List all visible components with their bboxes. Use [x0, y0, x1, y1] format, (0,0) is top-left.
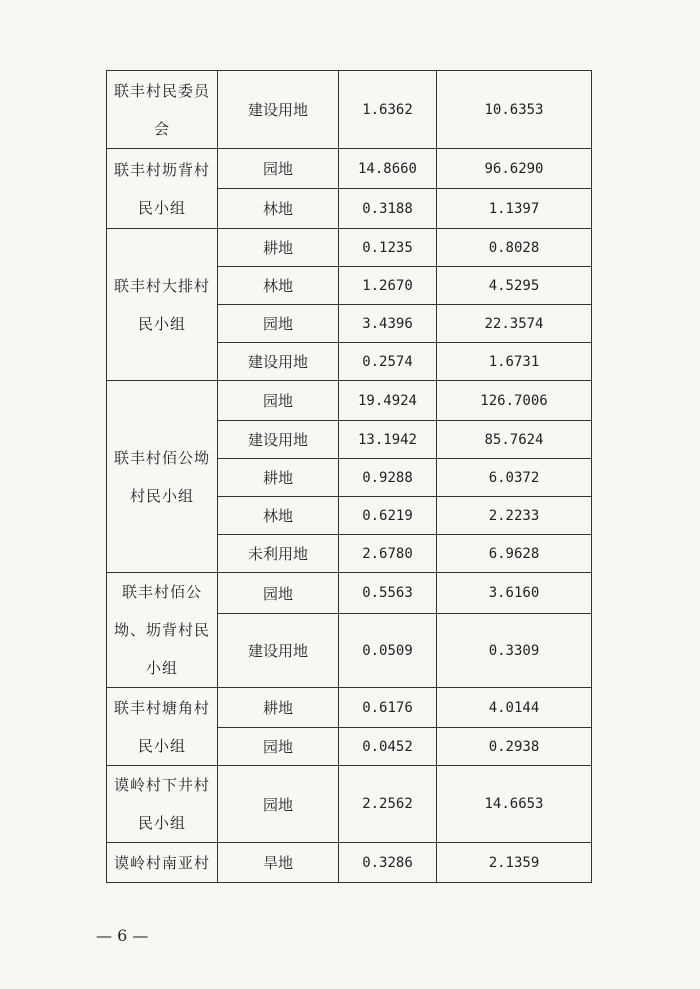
land-type-cell: 耕地 [218, 688, 339, 728]
amount-cell: 3.6160 [437, 573, 592, 614]
area-cell: 0.9288 [339, 459, 437, 497]
land-type-cell: 建设用地 [218, 421, 339, 459]
table-body [107, 71, 592, 883]
land-compensation-table [106, 70, 592, 883]
land-type-cell: 园地 [218, 728, 339, 766]
land-type-cell: 园地 [218, 381, 339, 421]
area-cell: 0.0452 [339, 728, 437, 766]
area-cell: 0.3286 [339, 843, 437, 883]
area-cell: 19.4924 [339, 381, 437, 421]
area-cell: 1.6362 [339, 71, 437, 149]
land-type-cell: 园地 [218, 766, 339, 843]
area-cell: 0.3188 [339, 189, 437, 229]
amount-cell: 96.6290 [437, 149, 592, 189]
owner-cell: 联丰村大排村民小组 [107, 229, 218, 381]
land-type-cell: 林地 [218, 267, 339, 305]
area-cell: 2.2562 [339, 766, 437, 843]
amount-cell: 2.2233 [437, 497, 592, 535]
amount-cell: 1.1397 [437, 189, 592, 229]
land-type-cell: 建设用地 [218, 614, 339, 688]
amount-cell: 85.7624 [437, 421, 592, 459]
amount-cell: 22.3574 [437, 305, 592, 343]
amount-cell: 2.1359 [437, 843, 592, 883]
table-row [107, 766, 592, 843]
land-type-cell: 园地 [218, 149, 339, 189]
amount-cell: 0.8028 [437, 229, 592, 267]
land-type-cell: 耕地 [218, 459, 339, 497]
table-row [107, 573, 592, 614]
owner-cell: 谟岭村南亚村 [107, 843, 218, 883]
amount-cell: 14.6653 [437, 766, 592, 843]
amount-cell: 4.5295 [437, 267, 592, 305]
owner-cell: 联丰村佰公坳村民小组 [107, 381, 218, 573]
area-cell: 0.6219 [339, 497, 437, 535]
area-cell: 0.0509 [339, 614, 437, 688]
land-type-cell: 建设用地 [218, 343, 339, 381]
table-row [107, 843, 592, 883]
owner-cell: 联丰村坜背村民小组 [107, 149, 218, 229]
owner-cell: 联丰村佰公坳、坜背村民小组 [107, 573, 218, 688]
area-cell: 0.6176 [339, 688, 437, 728]
land-type-cell: 旱地 [218, 843, 339, 883]
land-type-cell: 园地 [218, 573, 339, 614]
table-row [107, 688, 592, 728]
area-cell: 0.5563 [339, 573, 437, 614]
land-type-cell: 园地 [218, 305, 339, 343]
amount-cell: 10.6353 [437, 71, 592, 149]
amount-cell: 126.7006 [437, 381, 592, 421]
land-type-cell: 未利用地 [218, 535, 339, 573]
amount-cell: 0.2938 [437, 728, 592, 766]
amount-cell: 6.9628 [437, 535, 592, 573]
land-type-cell: 耕地 [218, 229, 339, 267]
owner-cell: 联丰村塘角村民小组 [107, 688, 218, 766]
land-type-cell: 林地 [218, 497, 339, 535]
table-row [107, 229, 592, 267]
amount-cell: 0.3309 [437, 614, 592, 688]
owner-cell: 谟岭村下井村民小组 [107, 766, 218, 843]
table-row [107, 71, 592, 149]
area-cell: 13.1942 [339, 421, 437, 459]
area-cell: 2.6780 [339, 535, 437, 573]
owner-cell: 联丰村民委员会 [107, 71, 218, 149]
amount-cell: 1.6731 [437, 343, 592, 381]
page-number: — 6 — [96, 926, 149, 945]
table-row [107, 149, 592, 189]
area-cell: 0.1235 [339, 229, 437, 267]
area-cell: 3.4396 [339, 305, 437, 343]
table-row [107, 381, 592, 421]
area-cell: 1.2670 [339, 267, 437, 305]
land-type-cell: 建设用地 [218, 71, 339, 149]
area-cell: 0.2574 [339, 343, 437, 381]
area-cell: 14.8660 [339, 149, 437, 189]
land-type-cell: 林地 [218, 189, 339, 229]
amount-cell: 4.0144 [437, 688, 592, 728]
amount-cell: 6.0372 [437, 459, 592, 497]
